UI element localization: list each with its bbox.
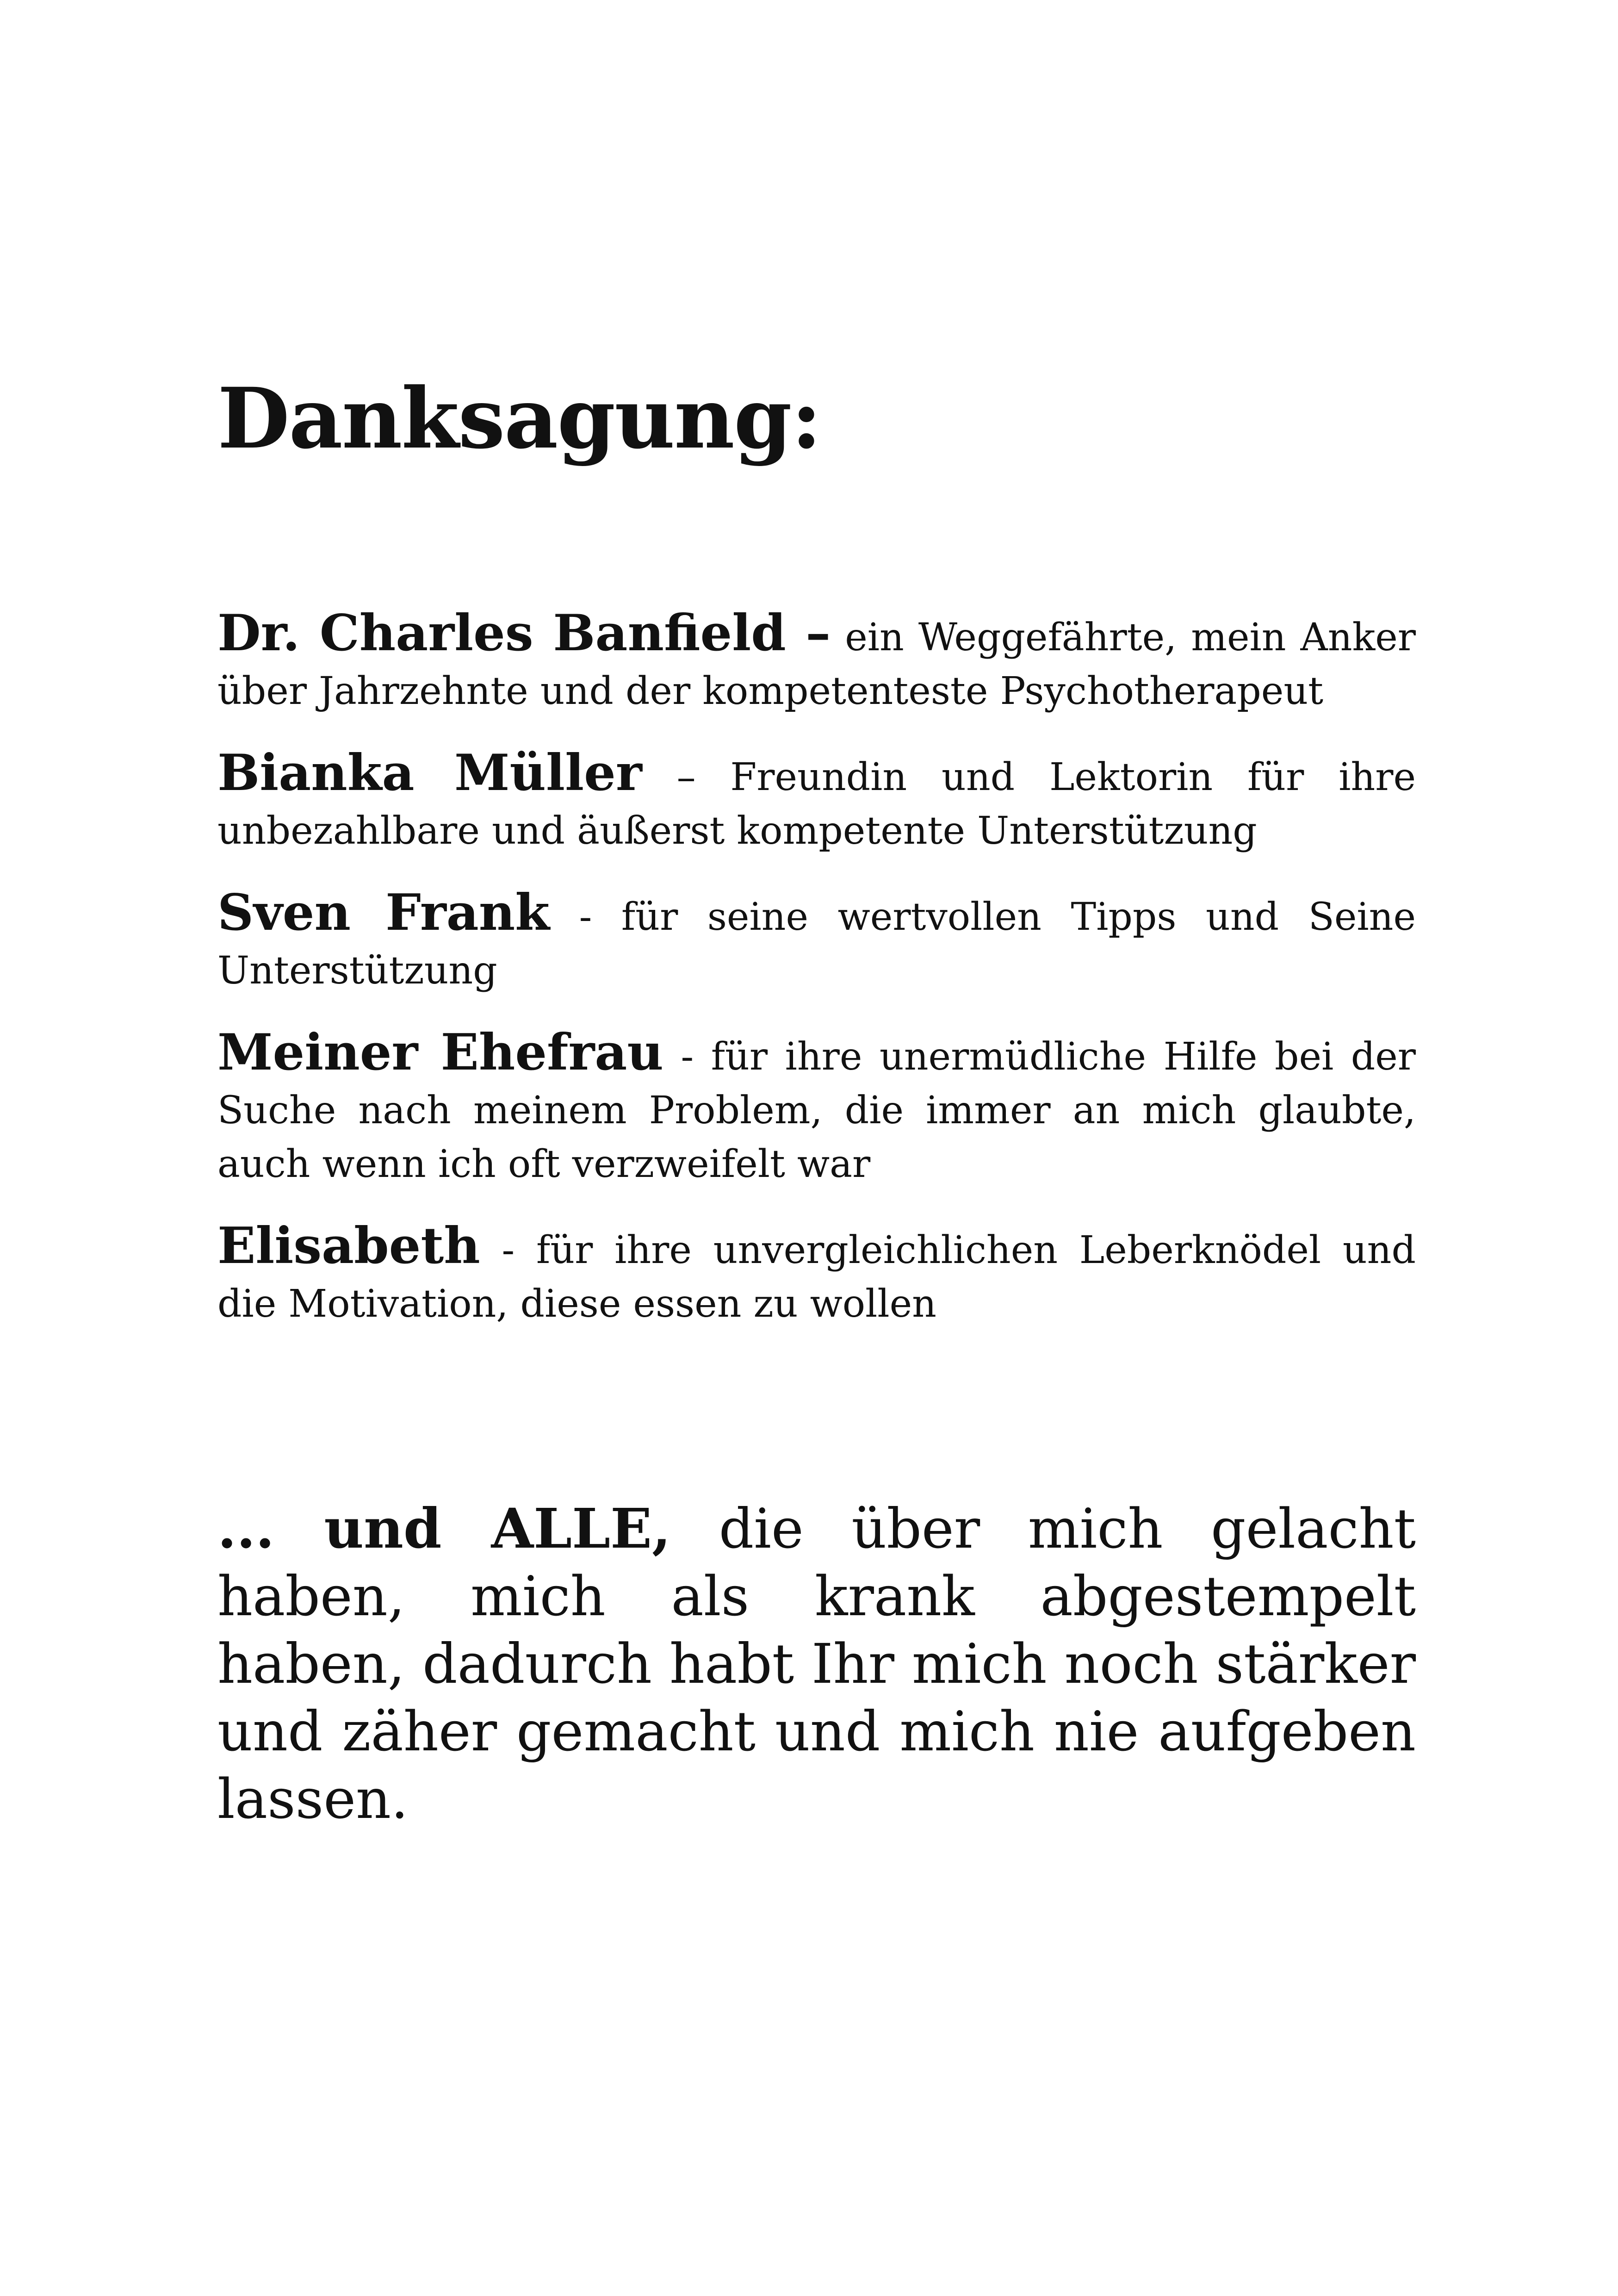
closing-text: die über mich gelacht haben, mich als krank abgestempelt haben, dadurch habt Ihr mich noch stärker und zäher gemacht und mich nie aufgeben lassen. <box>217 1497 1416 1831</box>
acknowledgement-entry <box>217 1219 1416 1331</box>
acknowledgement-entry <box>217 1023 1416 1191</box>
page-title: Danksagung: <box>217 370 821 467</box>
acknowledgement-entry <box>217 746 1416 858</box>
acknowledgement-name: Dr. Charles Banfield – <box>217 604 831 662</box>
acknowledgement-entry <box>217 606 1416 718</box>
acknowledgement-text: - für seine wertvollen Tipps und Seine Unterstützung <box>217 895 1416 993</box>
acknowledgements-list <box>217 606 1416 1359</box>
closing-paragraph <box>217 1495 1416 1833</box>
acknowledgement-text: - für ihre unermüdliche Hilfe bei der Suche nach meinem Problem, die immer an mich glaubte, auch wenn ich oft verzweifelt war <box>217 1035 1416 1186</box>
acknowledgement-text: - für ihre unvergleichlichen Leberknödel und die Motivation, diese essen zu wollen <box>217 1228 1416 1326</box>
acknowledgement-name: Elisabeth <box>217 1217 480 1275</box>
acknowledgement-name: Sven Frank <box>217 884 550 942</box>
acknowledgement-text: ein Weggefährte, mein Anker über Jahrzehnte und der kompetenteste Psychotherapeut <box>217 616 1416 713</box>
acknowledgement-name: Bianka Müller <box>217 744 642 802</box>
closing-lead: ... und ALLE, <box>217 1496 671 1561</box>
acknowledgement-text: – Freundin und Lektorin für ihre unbezahlbare und äußerst kompetente Unterstützung <box>217 755 1416 853</box>
acknowledgement-entry <box>217 886 1416 998</box>
acknowledgement-name: Meiner Ehefrau <box>217 1023 663 1082</box>
